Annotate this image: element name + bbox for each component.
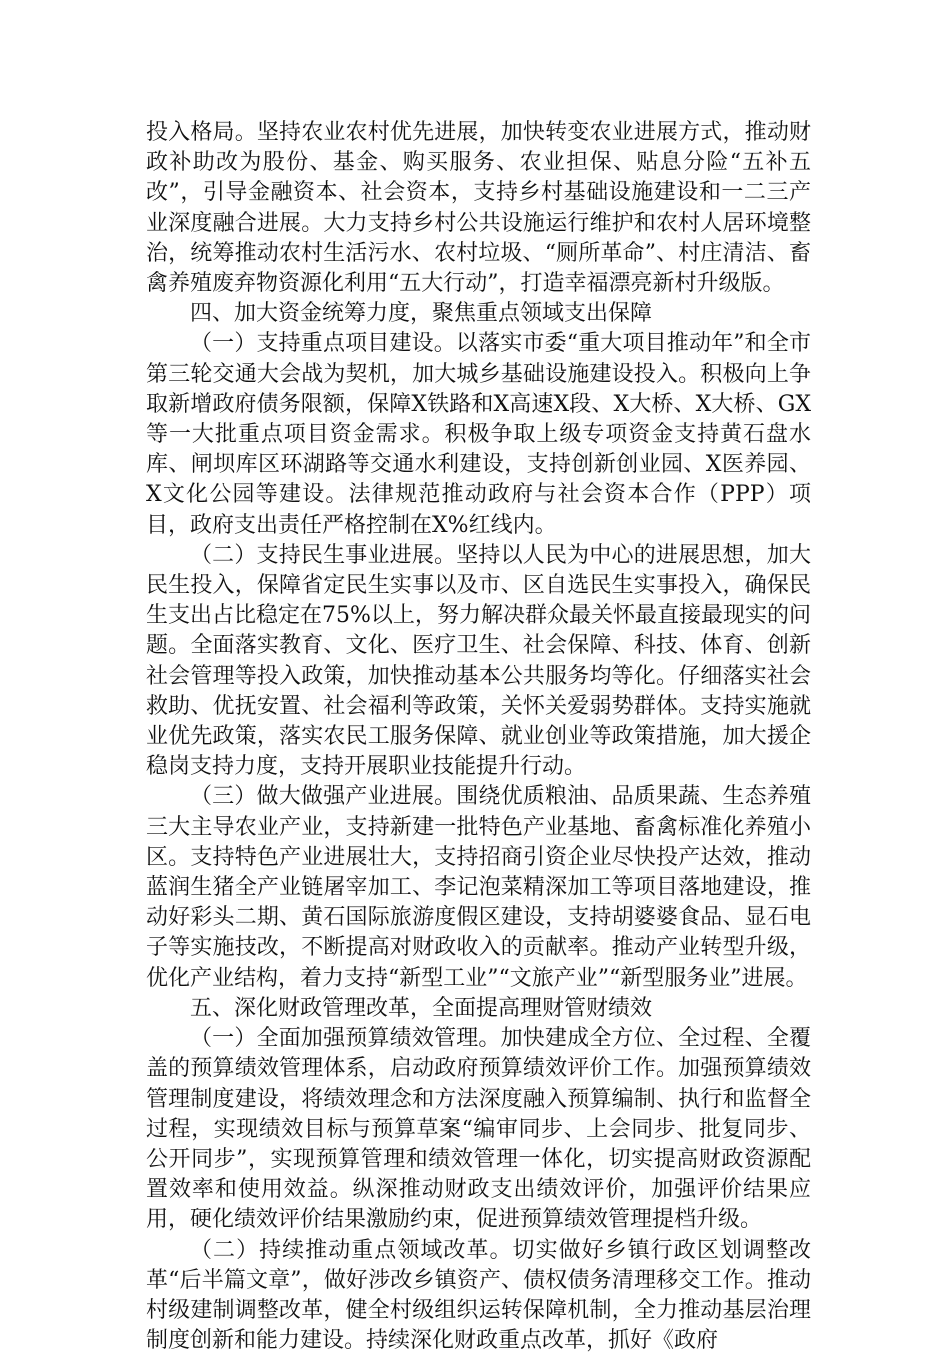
paragraph-livelihood: （二）支持民生事业进展。坚持以人民为中心的进展思想，加大民生投入，保障省定民生实事以及市、区自选民生实事投入，确保民生支出占比稳定在75%以上，努力解决群众最关怀最直接最现实的问题。全面落实教育、文化、医疗卫生、社会保障、科技、体育、创新社会管理等投入政策，加快推动基本公共服务均等化。仔细落实社会救助、优抚安置、社会福利等政策，关怀关爱弱势群体。支持实施就业优先政策，落实农民工服务保障、就业创业等政策措施，加大援企稳岗支持力度，支持开展职业技能提升行动。 <box>146 542 811 780</box>
section-heading-five: 五、深化财政管理改革，全面提高理财管财绩效 <box>190 995 653 1021</box>
document-page <box>146 118 811 1356</box>
paragraph-industry: （三）做大做强产业进展。围绕优质粮油、品质果蔬、生态养殖三大主导农业产业，支持新建一批特色产业基地、畜禽标准化养殖小区。支持特色产业进展壮大，支持招商引资企业尽快投产达效，推动蓝润生猪全产业链屠宰加工、李记泡菜精深加工等项目落地建设，推动好彩头二期、黄石国际旅游度假区建设，支持胡婆婆食品、显石电子等实施技改，不断提高对财政收入的贡献率。推动产业转型升级，优化产业结构，着力支持“新型工业”“文旅产业”“新型服务业”进展。 <box>146 784 811 991</box>
paragraph-continued: 投入格局。坚持农业农村优先进展，加快转变农业进展方式，推动财政补助改为股份、基金、购买服务、农业担保、贴息分险“五补五改”，引导金融资本、社会资本，支持乡村基础设施建设和一二三产业深度融合进展。大力支持乡村公共设施运行维护和农村人居环境整治，统筹推动农村生活污水、农村垃圾、“厕所革命”、村庄清洁、畜禽养殖废弃物资源化利用“五大行动”，打造幸福漂亮新村升级版。 <box>146 120 811 297</box>
paragraph-key-projects: （一）支持重点项目建设。以落实市委“重大项目推动年”和全市第三轮交通大会战为契机，加大城乡基础设施建设投入。积极向上争取新增政府债务限额，保障X铁路和X高速X段、X大桥、X大桥、GX等一大批重点项目资金需求。积极争取上级专项资金支持黄石盘水库、闸坝库区环湖路等交通水利建设，支持创新创业园、X医养园、X文化公园等建设。法律规范推动政府与社会资本合作（PPP）项目，政府支出责任严格控制在X%红线内。 <box>146 331 811 538</box>
paragraph-reform: （二）持续推动重点领域改革。切实做好乡镇行政区划调整改革“后半篇文章”，做好涉改乡镇资产、债权债务清理移交工作。推动村级建制调整改革，健全村级组织运转保障机制，全力推动基层治理制度创新和能力建设。持续深化财政重点改革，抓好《政府 <box>146 1237 811 1354</box>
section-heading-four: 四、加大资金统筹力度，聚焦重点领域支出保障 <box>190 301 653 327</box>
paragraph-performance: （一）全面加强预算绩效管理。加快建成全方位、全过程、全覆盖的预算绩效管理体系，启动政府预算绩效评价工作。加强预算绩效管理制度建设，将绩效理念和方法深度融入预算编制、执行和监督全过程，实现绩效目标与预算草案“编审同步、上会同步、批复同步、公开同步”，实现预算管理和绩效管理一体化，切实提高财政资源配置效率和使用效益。纵深推动财政支出绩效评价，加强评价结果应用，硬化绩效评价结果激励约束，促进预算绩效管理提档升级。 <box>146 1026 811 1233</box>
